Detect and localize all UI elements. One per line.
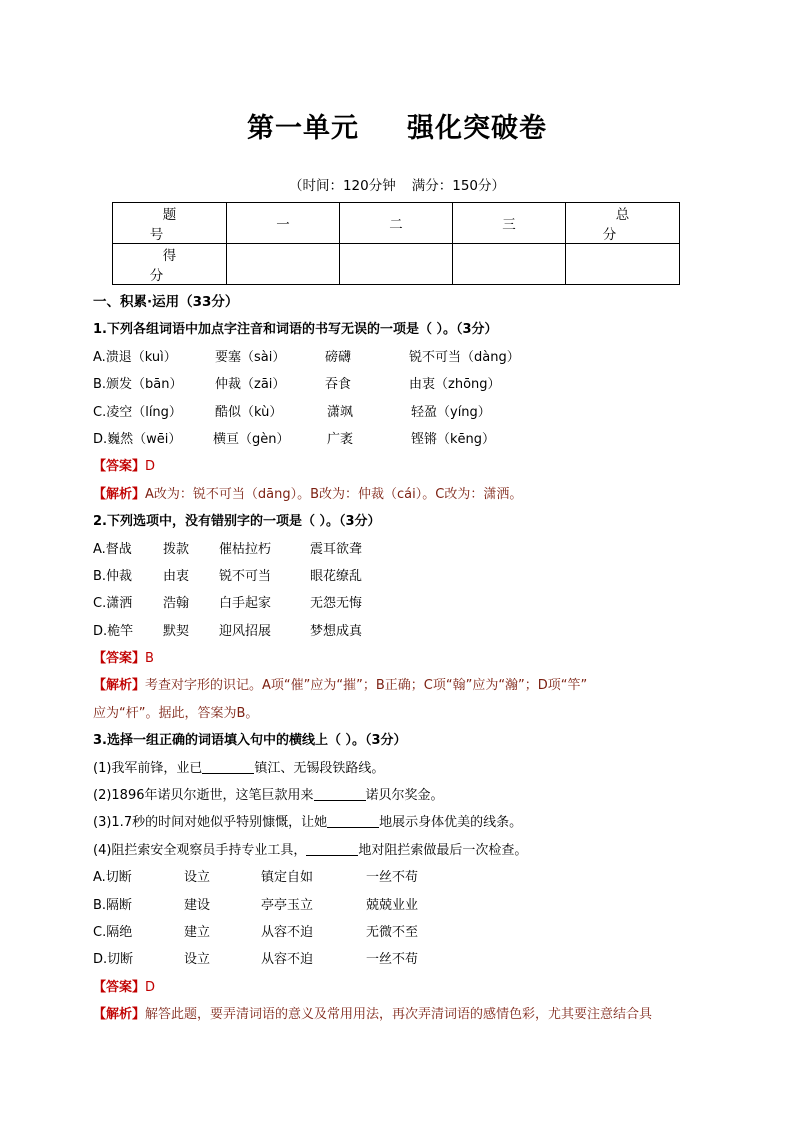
section-heading: 一、积累·运用（33分） [93, 294, 239, 310]
question-2-option-b: B.仲裁 由衷 锐不可当 眼花缭乱 [93, 568, 363, 584]
exam-time: （时间：120分钟 [288, 178, 396, 194]
question-2-option-c: C.潇洒 浩翰 白手起家 无怨无悔 [93, 596, 363, 612]
question-2-option-d: D.桅竿 默契 迎风招展 梦想成真 [93, 623, 363, 639]
question-2-answer: 【答案】B [93, 651, 154, 667]
title-unit: 第一单元 [247, 113, 359, 144]
score-header-3: 三 [453, 203, 566, 244]
score-row-label: 得 分 [113, 244, 227, 285]
question-1-stem: 1.下列各组词语中加点字注音和词语的书写无误的一项是（ ）。（3分） [93, 322, 498, 338]
fill-blank[interactable] [314, 786, 366, 801]
question-3-option-c: C.隔绝 建立 从容不迫 无微不至 [93, 924, 419, 940]
fill-blank[interactable] [327, 813, 379, 828]
score-header-total: 总 分 [566, 203, 680, 244]
score-table-score-row [113, 244, 680, 285]
question-1-explanation: 【解析】A改为：锐不可当（dāng）。B改为：仲裁（cái）。C改为：潇洒。 [93, 486, 523, 502]
question-3-sentence-3: (3)1.7秒的时间对她似乎特别慷慨，让她 地展示身体优美的线条。 [93, 815, 523, 831]
exam-info [0, 174, 794, 194]
question-3-option-a: A.切断 设立 镇定自如 一丝不苟 [93, 870, 419, 886]
question-2-explanation: 【解析】考查对字形的识记。A项“催”应为“摧”；B正确；C项“翰”应为“瀚”；D项“竿” [93, 678, 588, 694]
question-3-sentence-4: (4)阻拦索安全观察员手持专业工具， 地对阻拦索做最后一次检查。 [93, 842, 528, 858]
score-cell-total[interactable] [566, 244, 680, 285]
exam-content [93, 289, 713, 1029]
score-cell-2[interactable] [340, 244, 453, 285]
page-title [0, 106, 794, 145]
fill-blank[interactable] [306, 841, 358, 856]
question-2-explanation-cont: 应为“杆”。据此，答案为B。 [93, 705, 259, 721]
fill-blank[interactable] [202, 759, 254, 774]
question-2-stem: 2.下列选项中，没有错别字的一项是（ ）。（3分） [93, 514, 381, 530]
score-table-header-row [113, 203, 680, 244]
title-name: 强化突破卷 [407, 113, 547, 144]
exam-full-score: 满分：150分） [411, 178, 506, 194]
question-3-answer: 【答案】D [93, 979, 156, 995]
question-3-option-b: B.隔断 建设 亭亭玉立 兢兢业业 [93, 897, 419, 913]
question-1-option-c: C.凌空（líng） 酷似（kù） 潇飒 轻盈（yíng） [93, 404, 491, 420]
score-header-2: 二 [340, 203, 453, 244]
score-header-label: 题 号 [113, 203, 227, 244]
question-1-answer: 【答案】D [93, 459, 156, 475]
question-2-option-a: A.督战 拨款 催枯拉朽 震耳欲聋 [93, 541, 363, 557]
question-3-option-d: D.切断 设立 从容不迫 一丝不苟 [93, 952, 419, 968]
score-cell-3[interactable] [453, 244, 566, 285]
question-3-sentence-1: (1)我军前锋，业已 镇江、无锡段铁路线。 [93, 760, 385, 776]
question-3-stem: 3.选择一组正确的词语填入句中的横线上（ ）。（3分） [93, 733, 407, 749]
score-cell-1[interactable] [227, 244, 340, 285]
score-table [112, 202, 680, 285]
question-1-option-b: B.颁发（bān） 仲裁（zāi） 吞食 由衷（zhōng） [93, 377, 501, 393]
question-3-sentence-2: (2)1896年诺贝尔逝世，这笔巨款用来 诺贝尔奖金。 [93, 788, 444, 804]
question-1-option-a: A.溃退（kuì） 要塞（sài） 磅礴 锐不可当（dàng） [93, 349, 520, 365]
question-3-explanation: 【解析】解答此题，要弄清词语的意义及常用用法，再次弄清词语的感情色彩，尤其要注意结合具 [93, 1007, 653, 1023]
score-header-1: 一 [227, 203, 340, 244]
question-1-option-d: D.巍然（wēi） 横亘（gèn） 广袤 铿锵（kēng） [93, 431, 496, 447]
